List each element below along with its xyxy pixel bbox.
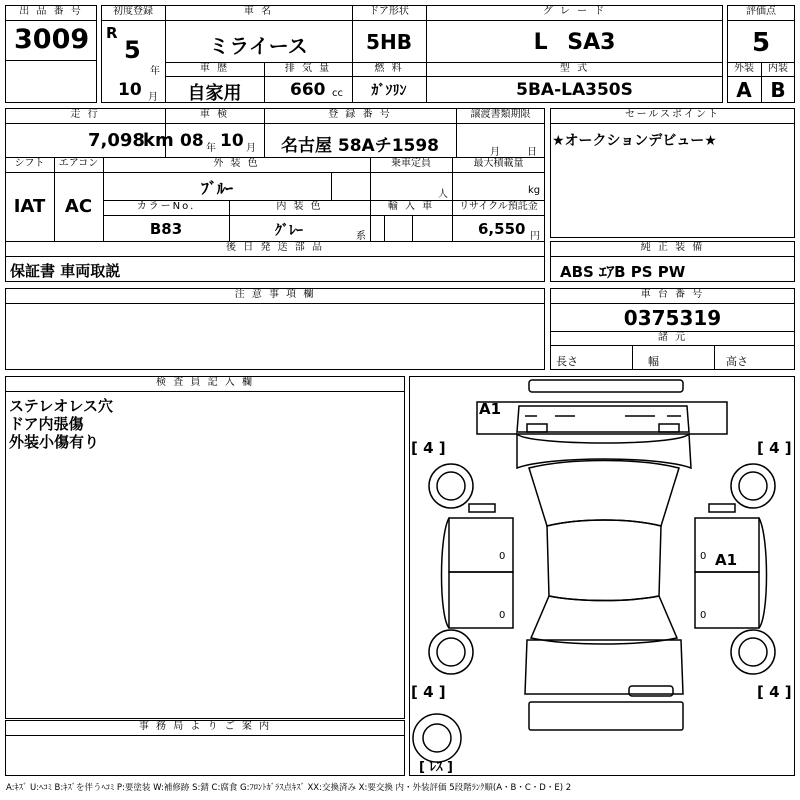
- car-name-value: ミライース: [209, 34, 308, 58]
- plate-label: 登 録 番 号: [328, 109, 392, 120]
- max-load-label: 最大積載量: [473, 158, 524, 169]
- side-mark-4: 0: [700, 610, 707, 621]
- width-label: 幅: [648, 355, 659, 368]
- height-label: 高さ: [726, 355, 748, 368]
- capacity-unit: 人: [438, 189, 448, 200]
- exterior-color-value: ﾌﾞﾙｰ: [200, 179, 233, 198]
- shift-value: IAT: [13, 196, 46, 217]
- side-mark-3: 0: [700, 551, 707, 562]
- exterior-label: 外装: [734, 63, 754, 74]
- inspector-line-3: 外装小傷有り: [9, 433, 100, 451]
- displacement-label: 排 気 量: [284, 63, 332, 74]
- displacement-unit: cc: [332, 88, 343, 99]
- first-registration-year: 5: [124, 36, 141, 64]
- interior-color-unit: 系: [356, 231, 366, 242]
- length-label: 長さ: [556, 355, 578, 368]
- damage-mark-right-door: A1: [715, 551, 738, 569]
- recycle-value: 6,550: [478, 220, 526, 238]
- mileage-value: 7,098: [88, 130, 145, 151]
- model-value: 5BA-LA350S: [516, 80, 633, 100]
- inspector-line-1: ステレオレス穴: [9, 397, 113, 415]
- recycle-label: リサイクル預託金: [459, 201, 538, 212]
- car-name-label: 車 名: [243, 6, 274, 17]
- side-mark-2: 0: [499, 610, 506, 621]
- max-load-unit: kg: [528, 185, 541, 196]
- car-diagram: [409, 376, 795, 776]
- equipment-label: 純 正 装 備: [640, 242, 705, 253]
- capacity-label: 乗車定員: [391, 158, 431, 169]
- color-no-label: カラーNo.: [136, 201, 196, 212]
- sales-point-label: セールスポイント: [624, 109, 721, 120]
- interior-color-value: ｸﾞﾚｰ: [275, 223, 303, 239]
- notes-label: 注 意 事 項 欄: [234, 289, 316, 300]
- specs-label: 諸 元: [657, 332, 688, 343]
- tire-front-right: [ 4 ]: [757, 439, 792, 457]
- first-registration-label: 初度登録: [113, 6, 153, 17]
- displacement-value: 660: [290, 80, 326, 100]
- door-type-value: 5HB: [366, 30, 412, 54]
- exterior-color-label: 外 装 色: [213, 158, 260, 169]
- first-registration-month: 10: [118, 80, 142, 100]
- plate-value: 名古屋 58Aチ1598: [280, 136, 440, 156]
- sales-point-value: ★オークションデビュー★: [552, 133, 717, 149]
- sales-point-box: [550, 108, 795, 238]
- transfer-day-unit: 日: [527, 147, 537, 158]
- inspection-year: 08: [180, 131, 204, 151]
- interior-color-label: 内 装 色: [276, 201, 323, 212]
- grade-value: L SA3: [533, 30, 616, 55]
- month-unit: 月: [148, 92, 158, 103]
- office-label: 事 務 局 よ り ご 案 内: [138, 721, 272, 732]
- score-label: 評価点: [746, 6, 776, 17]
- era-value: R: [106, 24, 118, 42]
- model-label: 型 式: [559, 63, 590, 74]
- inspection-year-unit: 年: [206, 143, 216, 154]
- legend-text: A:ｷｽﾞ U:ﾍｺﾐ B:ｷｽﾞを伴うﾍｺﾐ P:要塗装 W:補修跡 S:錆 C:腐食 G:ﾌﾛﾝﾄｶﾞﾗｽ点ｷｽﾞ XX:交換済み X:要交換 内・外装評価 5段階ﾗﾝｸ順(A・B・C・D・E) 2: [6, 783, 572, 793]
- chassis-value: 0375319: [623, 306, 722, 330]
- tire-rear-right: [ 4 ]: [757, 683, 792, 701]
- fuel-value: ｶﾞｿﾘﾝ: [371, 83, 407, 99]
- color-no-value: B83: [149, 220, 183, 238]
- inspection-label: 車 検: [199, 109, 230, 120]
- exterior-value: A: [736, 78, 752, 102]
- tire-front-left: [ 4 ]: [411, 439, 446, 457]
- history-value: 自家用: [187, 83, 242, 104]
- mileage-unit: km: [143, 130, 174, 151]
- shift-label: シフト: [14, 158, 45, 169]
- grade-label: グ レ ー ド: [542, 6, 607, 17]
- import-label: 輸 入 車: [387, 201, 435, 212]
- inspector-line-2: ドア内張傷: [9, 415, 84, 433]
- transfer-deadline-label: 譲渡書類期限: [470, 109, 531, 120]
- inspection-month-unit: 月: [246, 143, 256, 154]
- fuel-label: 燃 料: [374, 63, 404, 74]
- score-value: 5: [751, 28, 771, 58]
- transfer-month-unit: 月: [490, 147, 500, 158]
- recycle-unit: 円: [530, 231, 540, 242]
- later-parts-value: 保証書 車両取説: [10, 262, 121, 280]
- damage-mark-front: A1: [479, 400, 502, 418]
- interior-value: B: [770, 78, 786, 102]
- mileage-label: 走 行: [70, 109, 100, 120]
- chassis-label: 車 台 番 号: [640, 289, 705, 300]
- inspection-month: 10: [220, 131, 244, 151]
- aircon-label: エアコン: [58, 158, 99, 169]
- year-unit: 年: [150, 66, 160, 77]
- tire-rear-left: [ 4 ]: [411, 683, 446, 701]
- lot-number-label: 出 品 番 号: [19, 6, 83, 17]
- equipment-value: ABS ｴｱB PS PW: [560, 263, 686, 281]
- interior-label: 内装: [768, 63, 788, 74]
- later-parts-label: 後 日 発 送 部 品: [226, 242, 324, 253]
- history-label: 車 歴: [199, 63, 230, 74]
- spare-tire-label: [ ﾚｽ ]: [419, 760, 453, 775]
- side-mark-1: 0: [499, 551, 506, 562]
- inspector-label: 検 査 員 記 入 欄: [156, 377, 254, 388]
- lot-number-value: 3009: [14, 24, 90, 55]
- door-type-label: ドア形状: [369, 6, 409, 17]
- aircon-value: AC: [64, 196, 93, 217]
